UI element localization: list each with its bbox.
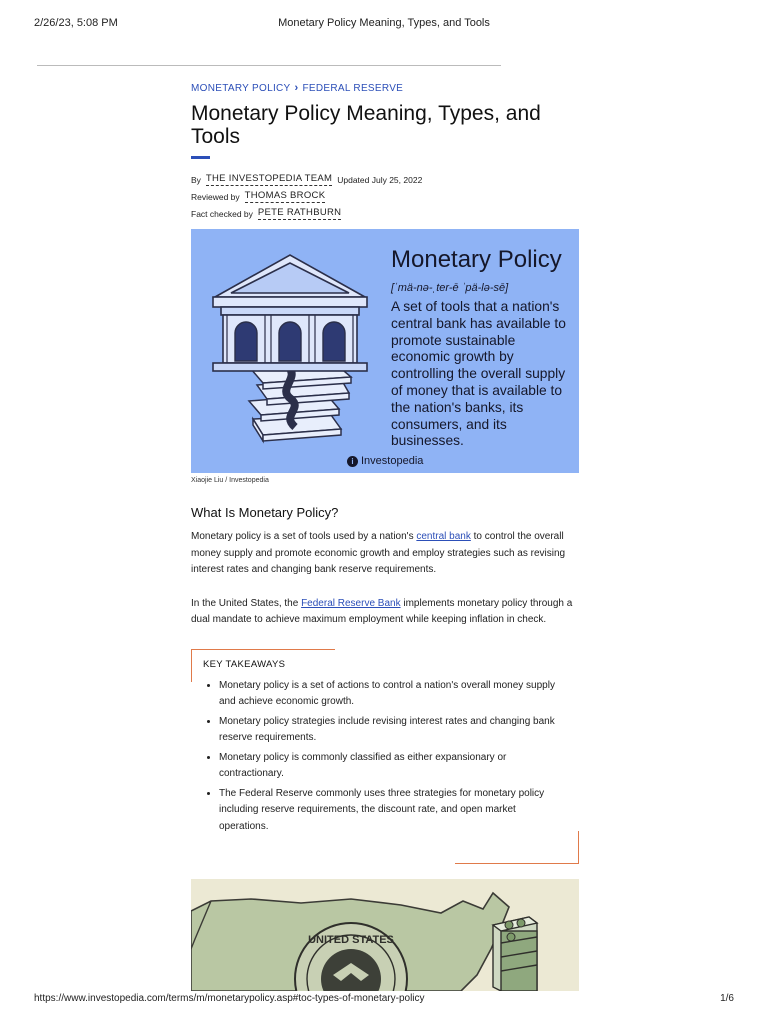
byline-reviewer-row: [191, 188, 579, 205]
investopedia-logo-text: Investopedia: [361, 455, 424, 467]
reviewed-label: Reviewed by: [191, 191, 240, 202]
reviewer-link[interactable]: THOMAS BROCK: [244, 190, 326, 201]
paragraph-text: to control the overall money supply and promote economic growth and employ strategies such as revising interest rates and changing bank reserve requirements.: [191, 531, 566, 575]
takeaway-item: • Monetary policy is commonly classified as either expansionary or contractionary.: [219, 750, 565, 783]
hero-definition: A set of tools that a nation's central bank has available to promote sustainable economic growth by controlling the overall supply of money that is available to the nation's banks, its consumers, and its businesses.: [391, 299, 566, 449]
article: [191, 82, 579, 864]
print-datetime: 2/26/23, 5:08 PM: [34, 17, 118, 29]
key-takeaways-list: [203, 678, 565, 836]
investopedia-mark-icon: i: [347, 456, 358, 467]
fact-checker-link[interactable]: PETE RATHBURN: [257, 207, 342, 218]
takeaways-corner-bottom-right: [455, 863, 579, 864]
paragraph-definition: [191, 529, 579, 579]
federal-reserve-illustration: [191, 879, 579, 991]
paragraph-us: [191, 596, 579, 629]
print-page-title: Monetary Policy Meaning, Types, and Tools: [278, 17, 490, 29]
takeaways-corner-top-left: [191, 649, 192, 682]
paragraph-text: implements monetary policy through a dual mandate to achieve maximum employment while keeping inflation in check.: [191, 597, 573, 625]
print-url: https://www.investopedia.com/terms/m/monetarypolicy.asp#toc-types-of-monetary-policy: [34, 993, 425, 1004]
paragraph-text: In the United States, the: [191, 597, 302, 609]
us-map-seal-illustration: [191, 879, 579, 991]
central-bank-link[interactable]: central bank: [416, 531, 471, 542]
key-takeaways-box: [191, 649, 579, 864]
breadcrumb-federal-reserve[interactable]: FEDERAL RESERVE: [302, 83, 404, 94]
chevron-right-icon: ›: [294, 82, 299, 94]
page-number: 1/6: [720, 993, 734, 1004]
takeaways-corner-bottom-right: [578, 831, 579, 864]
author-link[interactable]: THE INVESTOPEDIA TEAM: [205, 173, 333, 184]
updated-date: Updated July 25, 2022: [337, 174, 423, 185]
by-label: By: [191, 174, 201, 185]
seal-text: UNITED STATES: [308, 934, 394, 946]
takeaway-item: • Monetary policy is a set of actions to control a nation's overall money supply and achieve economic growth.: [219, 678, 565, 711]
investopedia-logo: [347, 455, 423, 467]
takeaway-item: • The Federal Reserve commonly uses three strategies for monetary policy including reserve requirements, the discount rate, and open market operations.: [219, 786, 565, 836]
article-title: Monetary Policy Meaning, Types, and Tools: [191, 102, 541, 148]
fact-checked-label: Fact checked by: [191, 208, 253, 219]
paragraph-text: Monetary policy is a set of tools used by a nation's: [191, 531, 417, 542]
key-takeaways-heading: KEY TAKEAWAYS: [203, 658, 286, 670]
image-caption: Xiaojie Liu / Investopedia: [191, 477, 269, 484]
takeaways-corner-top-left: [191, 649, 335, 650]
federal-reserve-bank-link[interactable]: Federal Reserve Bank: [301, 597, 401, 609]
takeaway-item: • Monetary policy strategies include revising interest rates and changing bank reserve requirements.: [219, 714, 565, 747]
breadcrumb-monetary-policy[interactable]: MONETARY POLICY: [191, 83, 291, 94]
hero-title: Monetary Policy: [391, 246, 562, 273]
byline: [191, 171, 579, 222]
byline-author-row: [191, 171, 579, 188]
section-heading: What Is Monetary Policy?: [191, 505, 339, 520]
title-accent-bar: [191, 156, 210, 159]
byline-factcheck-row: [191, 205, 579, 222]
hero-pronunciation: [ˈmä-nə-ˌter-ē ˈpä-lə-sē]: [391, 282, 509, 294]
breadcrumb: [191, 82, 579, 96]
hero-illustration: [191, 229, 579, 473]
top-divider: [37, 65, 501, 66]
